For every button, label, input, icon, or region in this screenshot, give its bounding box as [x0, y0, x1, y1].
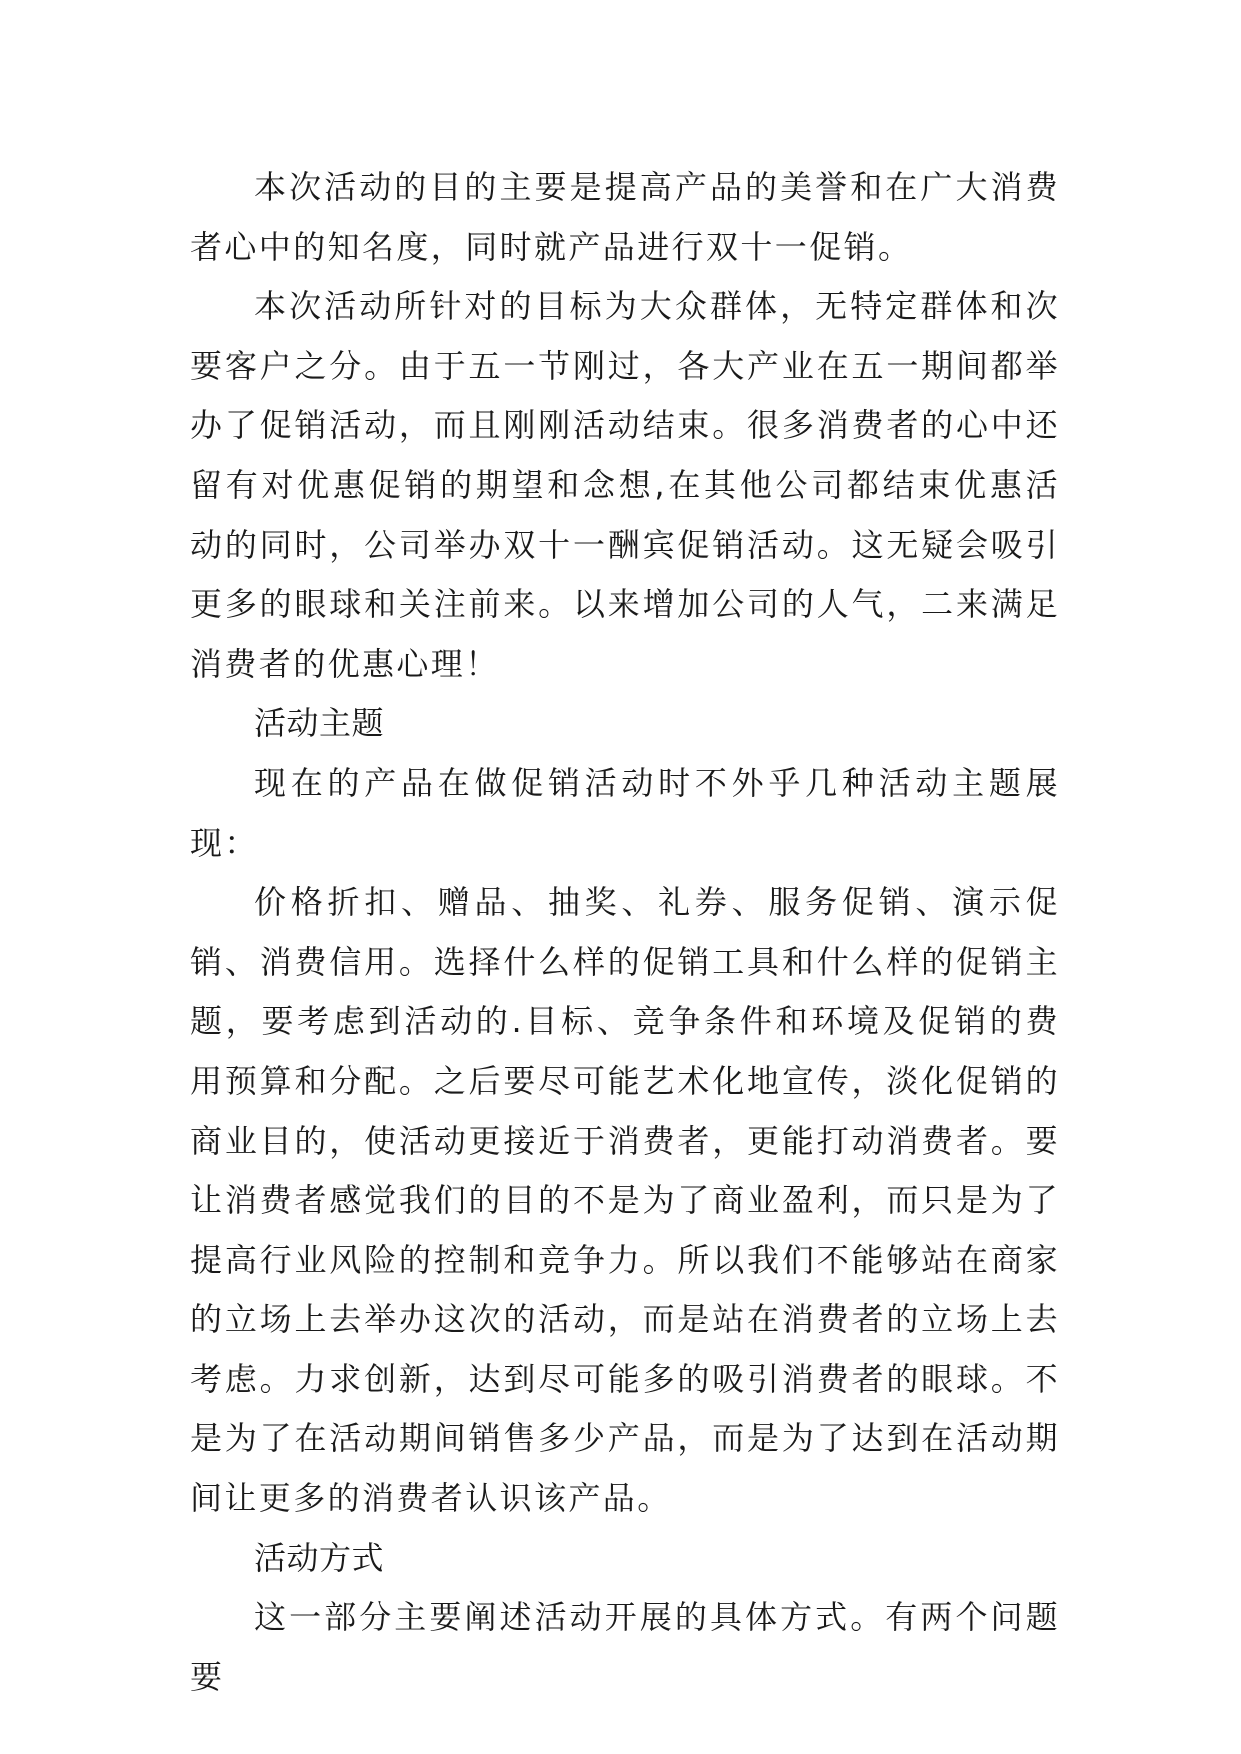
paragraph-method-intro: 这一部分主要阐述活动开展的具体方式。有两个问题要 — [190, 1598, 1060, 1696]
paragraph-theme-intro: 现在的产品在做促销活动时不外乎几种活动主题展现： — [190, 763, 1060, 862]
heading-activity-method: 活动方式 — [254, 1538, 385, 1577]
document-body — [190, 158, 1060, 1707]
paragraph-promotion-tools: 价格折扣、赠品、抽奖、礼券、服务促销、演示促销、消费信用。选择什么样的促销工具和什么样的促销主题，要考虑到活动的.目标、竞争条件和环境及促销的费用预算和分配。之后要尽可能艺术化地宣传，淡化促销的商业目的，使活动更接近于消费者，更能打动消费者。要让消费者感觉我们的目的不是为了商业盈利，而只是为了提高行业风险的控制和竞争力。所以我们不能够站在商家的立场上去举办这次的活动，而是站在消费者的立场上去考虑。力求创新，达到尽可能多的吸引消费者的眼球。不是为了在活动期间销售多少产品，而是为了达到在活动期间让更多的消费者认识该产品。 — [190, 883, 1060, 1518]
heading-activity-theme: 活动主题 — [254, 704, 385, 743]
paragraph-purpose: 本次活动的目的主要是提高产品的美誉和在广大消费者心中的知名度，同时就产品进行双十一促销。 — [190, 168, 1060, 266]
paragraph-target-audience: 本次活动所针对的目标为大众群体，无特定群体和次要客户之分。由于五一节刚过，各大产业在五一期间都举办了促销活动，而且刚刚活动结束。很多消费者的心中还留有对优惠促销的期望和念想,在其他公司都结束优惠活动的同时，公司举办双十一酬宾促销活动。这无疑会吸引更多的眼球和关注前来。以来增加公司的人气，二来满足消费者的优惠心理！ — [190, 287, 1060, 683]
